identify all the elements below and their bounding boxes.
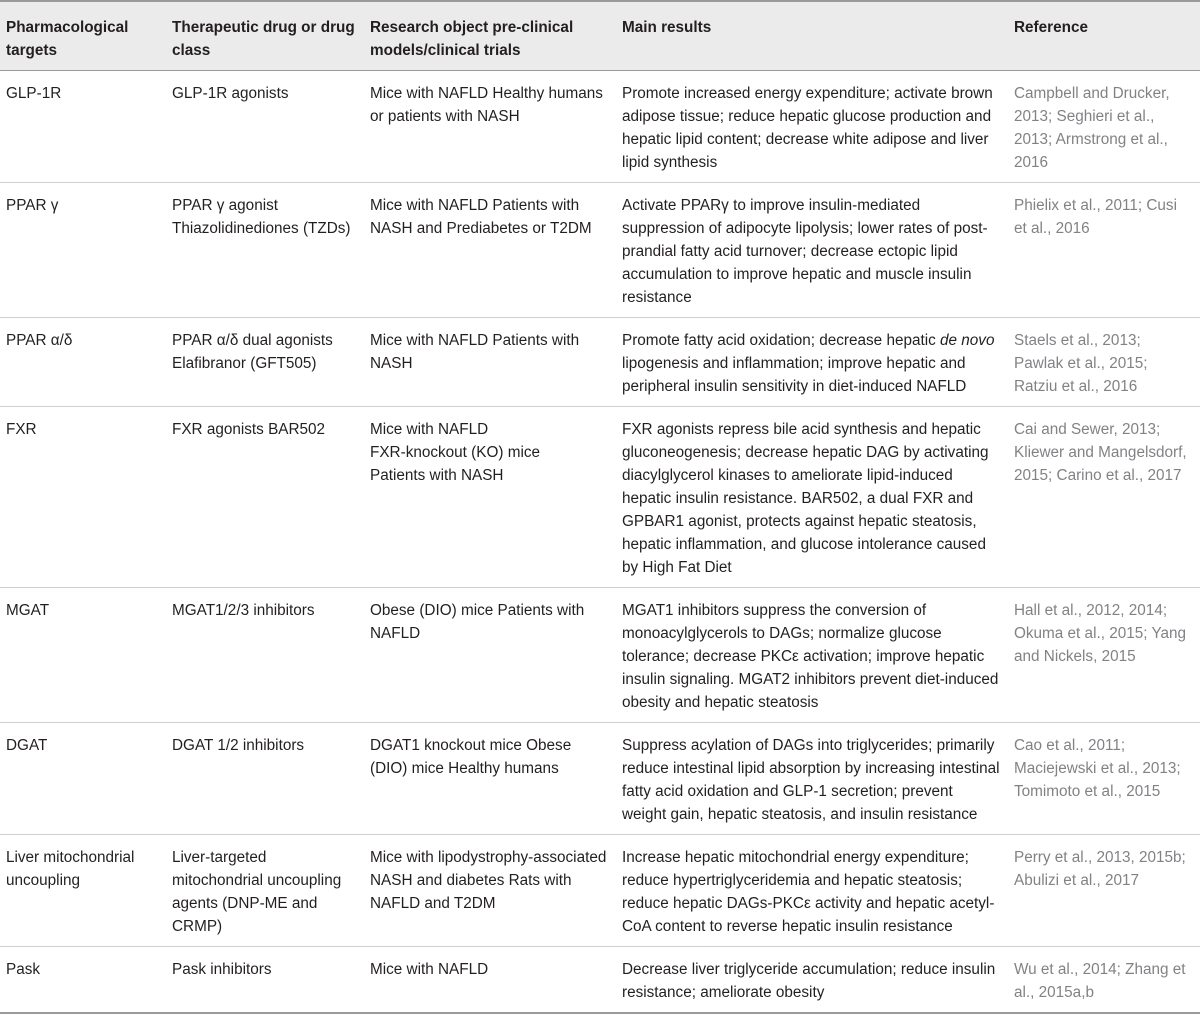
results-text-pre: Promote fatty acid oxidation; decrease hepatic: [622, 332, 941, 349]
cell-drug: FXR agonists BAR502: [166, 407, 364, 588]
model-line: FXR-knockout (KO) mice: [370, 444, 540, 461]
cell-results: Suppress acylation of DAGs into triglycerides; primarily reduce intestinal lipid absorption by increasing intestinal fatty acid oxidation and GLP-1 secretion; prevent weight gain, hepatic steatosis, and insulin resistance: [616, 723, 1008, 835]
header-research-object: Research object pre-clinical models/clinical trials: [364, 1, 616, 71]
cell-reference: Phielix et al., 2011; Cusi et al., 2016: [1008, 183, 1200, 318]
cell-target: PPAR α/δ: [0, 318, 166, 407]
cell-target: PPAR γ: [0, 183, 166, 318]
table-row: [0, 723, 1200, 835]
cell-reference: Hall et al., 2012, 2014; Okuma et al., 2015; Yang and Nickels, 2015: [1008, 588, 1200, 723]
cell-model: Obese (DIO) mice Patients with NAFLD: [364, 588, 616, 723]
cell-reference: Cao et al., 2011; Maciejewski et al., 2013; Tomimoto et al., 2015: [1008, 723, 1200, 835]
cell-reference: Perry et al., 2013, 2015b; Abulizi et al., 2017: [1008, 835, 1200, 947]
model-line: Mice with NAFLD: [370, 421, 489, 438]
cell-reference: Cai and Sewer, 2013; Kliewer and Mangelsdorf, 2015; Carino et al., 2017: [1008, 407, 1200, 588]
cell-target: Liver mitochondrial uncoupling: [0, 835, 166, 947]
table-row: [0, 947, 1200, 1014]
header-main-results: Main results: [616, 1, 1008, 71]
table-row: [0, 71, 1200, 183]
cell-target: DGAT: [0, 723, 166, 835]
cell-drug: MGAT1/2/3 inhibitors: [166, 588, 364, 723]
cell-target: Pask: [0, 947, 166, 1014]
cell-model: Mice with NAFLD Patients with NASH: [364, 318, 616, 407]
cell-target: GLP-1R: [0, 71, 166, 183]
cell-target: FXR: [0, 407, 166, 588]
table-row: [0, 407, 1200, 588]
cell-target: MGAT: [0, 588, 166, 723]
results-text-italic: de novo: [940, 332, 995, 349]
cell-model: Mice with lipodystrophy-associated NASH and diabetes Rats with NAFLD and T2DM: [364, 835, 616, 947]
cell-drug: PPAR α/δ dual agonists Elafibranor (GFT505): [166, 318, 364, 407]
cell-results: MGAT1 inhibitors suppress the conversion of monoacylglycerols to DAGs; normalize glucose tolerance; decrease PKCε activation; improve hepatic insulin signaling. MGAT2 inhibitors prevent diet-induced obesity and hepatic steatosis: [616, 588, 1008, 723]
cell-results: Increase hepatic mitochondrial energy expenditure; reduce hypertriglyceridemia and hepatic steatosis; reduce hepatic DAGs-PKCε activity and hepatic acetyl-CoA content to reverse hepatic insulin resistance: [616, 835, 1008, 947]
table-row: [0, 835, 1200, 947]
table-row: [0, 183, 1200, 318]
cell-results: Decrease liver triglyceride accumulation; reduce insulin resistance; ameliorate obesity: [616, 947, 1008, 1014]
table-row: [0, 318, 1200, 407]
cell-drug: DGAT 1/2 inhibitors: [166, 723, 364, 835]
header-targets: Pharmacological targets: [0, 1, 166, 71]
cell-results: Activate PPARγ to improve insulin-mediated suppression of adipocyte lipolysis; lower rates of post-prandial fatty acid turnover; decrease ectopic lipid accumulation to improve hepatic and muscle insulin resistance: [616, 183, 1008, 318]
cell-drug: PPAR γ agonist Thiazolidinediones (TZDs): [166, 183, 364, 318]
cell-results: [616, 318, 1008, 407]
cell-results: FXR agonists repress bile acid synthesis and hepatic gluconeogenesis; decrease hepatic DAG by activating diacylglycerol kinases to ameliorate lipid-induced hepatic insulin resistance. BAR502, a dual FXR and GPBAR1 agonist, protects against hepatic steatosis, hepatic inflammation, and glucose intolerance caused by High Fat Diet: [616, 407, 1008, 588]
results-text-post: lipogenesis and inflammation; improve hepatic and peripheral insulin sensitivity in diet-induced NAFLD: [622, 355, 967, 395]
cell-results: Promote increased energy expenditure; activate brown adipose tissue; reduce hepatic glucose production and hepatic lipid content; decrease white adipose and liver lipid synthesis: [616, 71, 1008, 183]
cell-model: Mice with NAFLD Healthy humans or patients with NASH: [364, 71, 616, 183]
model-line: Patients with NASH: [370, 467, 504, 484]
cell-model: Mice with NAFLD Patients with NASH and Prediabetes or T2DM: [364, 183, 616, 318]
cell-model: Mice with NAFLD: [364, 947, 616, 1014]
cell-model: [364, 407, 616, 588]
cell-drug: GLP-1R agonists: [166, 71, 364, 183]
cell-model: DGAT1 knockout mice Obese (DIO) mice Healthy humans: [364, 723, 616, 835]
cell-reference: Staels et al., 2013; Pawlak et al., 2015; Ratziu et al., 2016: [1008, 318, 1200, 407]
header-drug: Therapeutic drug or drug class: [166, 1, 364, 71]
cell-drug: Pask inhibitors: [166, 947, 364, 1014]
table-row: [0, 588, 1200, 723]
header-reference: Reference: [1008, 1, 1200, 71]
cell-drug: Liver-targeted mitochondrial uncoupling agents (DNP-ME and CRMP): [166, 835, 364, 947]
header-row: [0, 1, 1200, 71]
cell-reference: Campbell and Drucker, 2013; Seghieri et al., 2013; Armstrong et al., 2016: [1008, 71, 1200, 183]
cell-reference: Wu et al., 2014; Zhang et al., 2015a,b: [1008, 947, 1200, 1014]
